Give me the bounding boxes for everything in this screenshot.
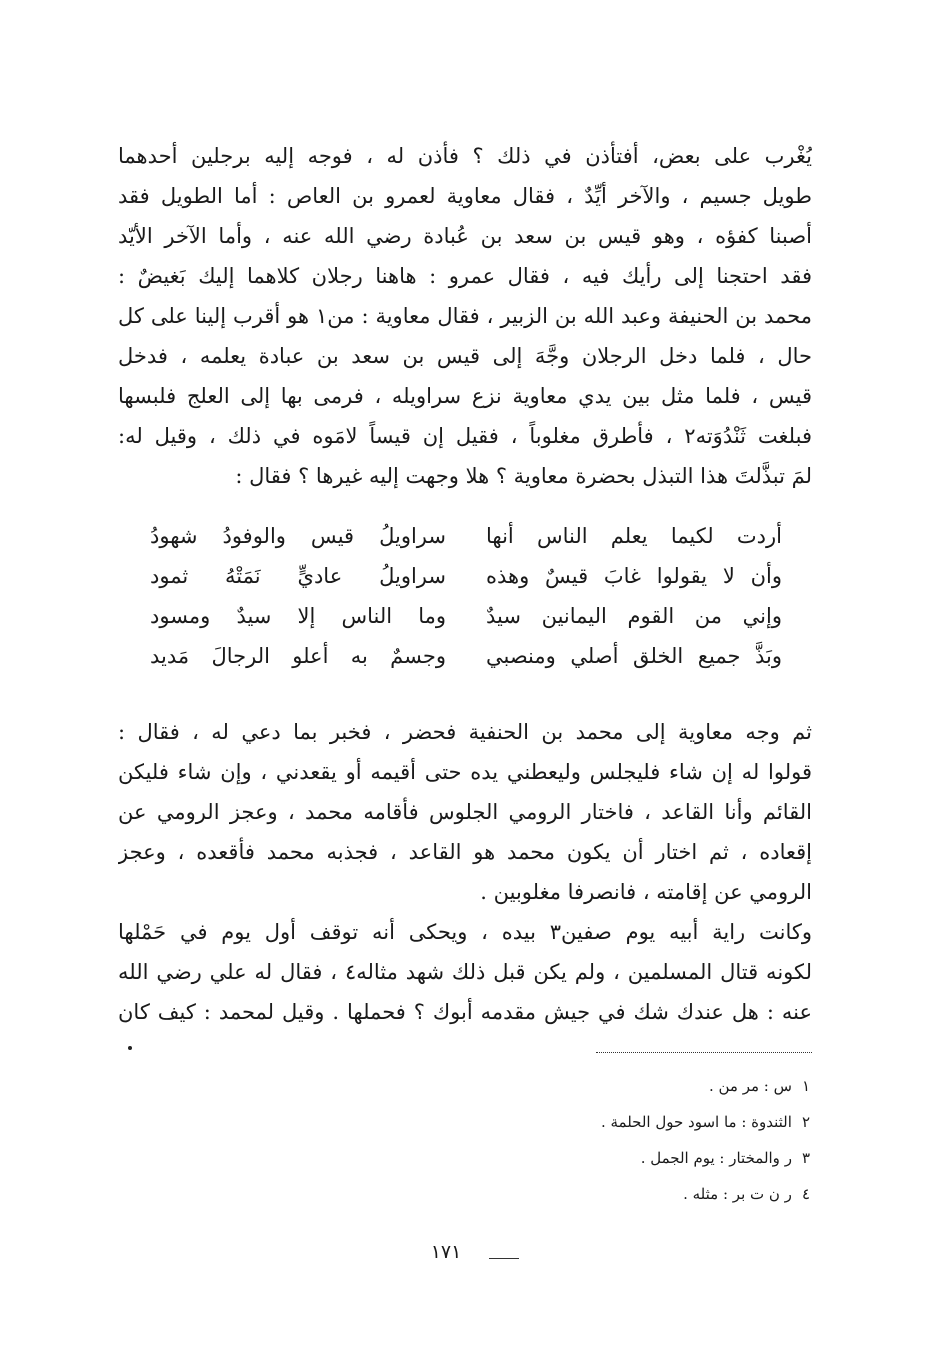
text-line: قولوا له إن شاء فليجلس وليعطني يده حتى أقيمه أو يقعدني ، وإن شاء فليكن <box>118 760 812 784</box>
text-line: قيس ، فلما مثل بين يدي معاوية نزع سراويله ، فرمى بها إلى العلج فلبسها <box>118 384 812 408</box>
second-hemistich: وجسمٌ به أعلو الرجالَ مَديد <box>150 644 446 668</box>
footnote <box>400 1176 810 1212</box>
paragraph-2 <box>118 712 812 912</box>
paragraph-1 <box>118 136 812 496</box>
text-line: عنه : هل عندك شك في جيش مقدمه أبوك ؟ فحملها . وقيل لمحمد : كيف كان <box>118 1000 812 1024</box>
poem-verse <box>150 596 782 636</box>
text-line: فبلغت ثَنْدُوَته٢ ، فأطرق مغلوباً ، فقيل إن قيساً لامَوه في ذلك ، وقيل له: <box>118 424 812 448</box>
footnote-number: ١ <box>801 1077 810 1095</box>
footnote <box>400 1068 810 1104</box>
text-line: ثم وجه معاوية إلى محمد بن الحنفية فحضر ، فخبر بما دعي له ، فقال : <box>118 720 812 744</box>
first-hemistich: أردت لكيما يعلم الناس أنها <box>486 524 782 548</box>
text-line: أصبنا كفؤه ، وهو قيس بن سعد بن عُبادة رضي الله عنه ، وأما الآخر الأيّد <box>118 224 812 248</box>
first-hemistich: وبَذَّ جميع الخلق أصلي ومنصبي <box>486 644 782 668</box>
text-line: فقد احتجنا إلى رأيك فيه ، فقال عمرو : هاهنا رجلان كلاهما إليك بَغيضٌ : <box>118 264 812 288</box>
footnote-text: ر والمختار : يوم الجمل . <box>640 1149 792 1167</box>
footnote-number: ٣ <box>801 1149 810 1167</box>
footnote-text: س : مر من . <box>708 1077 792 1095</box>
text-line: القائم وأنا القاعد ، فاختار الرومي الجلوس فأقامه محمد ، وعجز الرومي عن <box>118 800 812 824</box>
poem-verse <box>150 556 782 596</box>
first-hemistich: وإني من القوم اليمانين سيدٌ <box>486 604 782 628</box>
text-line: وكانت راية أبيه يوم صفين٣ بيده ، ويحكى أنه توقف أول يوم في حَمْلها <box>118 920 812 944</box>
footnote-number: ٤ <box>801 1185 810 1203</box>
page-number: ١٧١ <box>430 1241 462 1263</box>
page-footer <box>400 1232 550 1272</box>
footnote-text: الثندوة : ما اسود حول الحلمة . <box>600 1113 792 1131</box>
second-hemistich: سراويلُ عاديٍّ نَمَتْهُ ثمود <box>150 564 446 588</box>
paragraph-3 <box>118 912 812 1032</box>
footnote-number: ٢ <box>801 1113 810 1131</box>
text-line: محمد بن الحنيفة وعبد الله بن الزبير ، فقال معاوية : من١ هو أقرب إلينا على كل <box>118 304 812 328</box>
ink-dot <box>128 1046 132 1050</box>
poem <box>150 516 782 676</box>
text-line: إقعاده ، ثم اختار أن يكون محمد هو القاعد ، فجذبه محمد فأقعده ، وعجز <box>118 840 812 864</box>
footnote <box>400 1104 810 1140</box>
footnote-divider <box>596 1052 812 1053</box>
text-line: لمَ تبذَّلتَ هذا التبذل بحضرة معاوية ؟ هلا وجهت إليه غيرها ؟ فقال : <box>235 464 812 488</box>
footnote <box>400 1140 810 1176</box>
text-line: الرومي عن إقامته ، فانصرفا مغلوبين . <box>480 880 812 904</box>
poem-verse <box>150 516 782 556</box>
poem-verse <box>150 636 782 676</box>
text-line: يُغْرب على بعض، أفتأذن في ذلك ؟ فأذن له ، فوجه إليه برجلين أحدهما <box>118 144 812 168</box>
text-line: لكونه قتال المسلمين ، ولم يكن قبل ذلك شهد مثاله٤ ، فقال له علي رضي الله <box>118 960 812 984</box>
folio-dash <box>489 1258 519 1259</box>
second-hemistich: وما الناس إلا سيدٌ ومسود <box>150 604 446 628</box>
second-hemistich: سراويلُ قيس والوفودُ شهودُ <box>150 524 446 548</box>
text-line: حال ، فلما دخل الرجلان وجَّهَ إلى قيس بن سعد بن عبادة يعلمه ، فدخل <box>118 344 812 368</box>
text-line: طويل جسيم ، والآخر أيِّدٌ ، فقال معاوية لعمرو بن العاص : أما الطويل فقد <box>118 184 812 208</box>
footnote-text: ر ن ت بر : مثله . <box>683 1185 792 1203</box>
footnotes <box>400 1068 810 1212</box>
first-hemistich: وأن لا يقولوا غابَ قيسٌ وهذه <box>486 564 782 588</box>
